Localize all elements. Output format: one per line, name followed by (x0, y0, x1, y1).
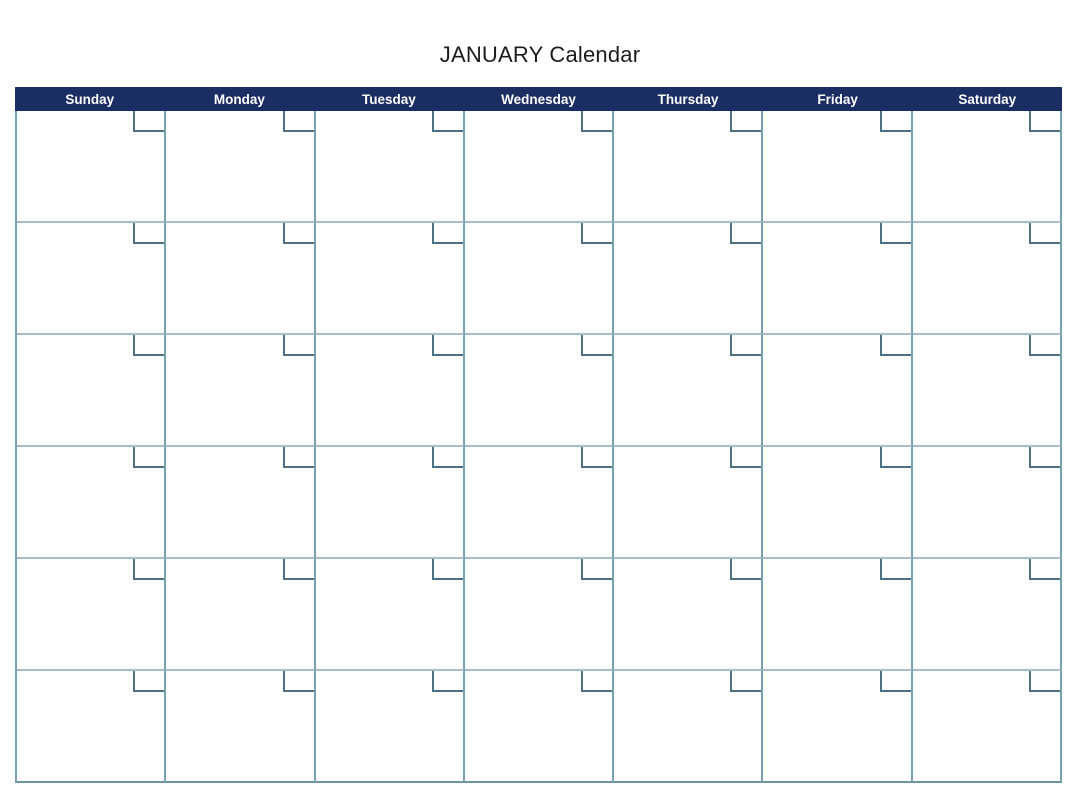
date-number-box (1029, 447, 1060, 468)
date-number-box (283, 559, 314, 580)
calendar-cell (913, 671, 1062, 783)
date-number-box (133, 671, 164, 692)
calendar-cell (465, 335, 614, 447)
date-number-box (730, 671, 761, 692)
date-number-box (283, 671, 314, 692)
calendar-cell (316, 223, 465, 335)
calendar-cell (614, 335, 763, 447)
calendar-cell (166, 559, 315, 671)
day-header-friday: Friday (817, 91, 858, 107)
date-number-box (730, 559, 761, 580)
calendar-cell (614, 447, 763, 559)
calendar-cell (614, 111, 763, 223)
calendar-cell (166, 671, 315, 783)
calendar-cell (763, 111, 912, 223)
date-number-box (730, 335, 761, 356)
calendar-cell (913, 559, 1062, 671)
calendar-cell (166, 335, 315, 447)
date-number-box (581, 671, 612, 692)
date-number-box (432, 335, 463, 356)
calendar-cell (166, 223, 315, 335)
date-number-box (432, 671, 463, 692)
date-number-box (1029, 559, 1060, 580)
date-number-box (432, 111, 463, 132)
date-number-box (730, 223, 761, 244)
date-number-box (1029, 223, 1060, 244)
day-header-wednesday: Wednesday (501, 91, 576, 107)
date-number-box (581, 447, 612, 468)
calendar-cell (465, 111, 614, 223)
calendar-cell (17, 559, 166, 671)
date-number-box (880, 559, 911, 580)
calendar-cell (316, 559, 465, 671)
calendar-cell (316, 335, 465, 447)
day-header-sunday: Sunday (65, 91, 115, 107)
date-number-box (283, 111, 314, 132)
date-number-box (432, 447, 463, 468)
day-header-saturday: Saturday (958, 91, 1017, 107)
calendar-cell (166, 111, 315, 223)
calendar-cell (913, 111, 1062, 223)
date-number-box (283, 335, 314, 356)
calendar-cell (465, 671, 614, 783)
calendar (15, 87, 1062, 783)
date-number-box (880, 335, 911, 356)
date-number-box (581, 335, 612, 356)
calendar-cell (913, 223, 1062, 335)
calendar-title: JANUARY Calendar (439, 42, 641, 67)
day-header-monday: Monday (213, 91, 265, 107)
date-number-box (133, 111, 164, 132)
date-number-box (432, 559, 463, 580)
date-number-box (432, 223, 463, 244)
calendar-cell (614, 559, 763, 671)
calendar-cell (316, 671, 465, 783)
calendar-cell (316, 111, 465, 223)
calendar-cell (763, 559, 912, 671)
date-number-box (1029, 671, 1060, 692)
date-number-box (133, 559, 164, 580)
date-number-box (133, 447, 164, 468)
date-number-box (1029, 111, 1060, 132)
calendar-cell (316, 447, 465, 559)
calendar-cell (17, 335, 166, 447)
calendar-cell (763, 671, 912, 783)
date-number-box (880, 111, 911, 132)
date-number-box (1029, 335, 1060, 356)
date-number-box (283, 223, 314, 244)
calendar-grid (15, 111, 1062, 783)
date-number-box (880, 447, 911, 468)
date-number-box (581, 111, 612, 132)
calendar-cell (763, 447, 912, 559)
calendar-cell (763, 223, 912, 335)
calendar-cell (17, 111, 166, 223)
day-header-thursday: Thursday (657, 91, 719, 107)
day-header-tuesday: Tuesday (362, 91, 416, 107)
date-number-box (581, 223, 612, 244)
calendar-cell (614, 223, 763, 335)
calendar-cell (465, 447, 614, 559)
date-number-box (730, 111, 761, 132)
calendar-cell (913, 335, 1062, 447)
day-header-row (15, 87, 1062, 111)
calendar-cell (465, 559, 614, 671)
calendar-cell (17, 223, 166, 335)
calendar-cell (913, 447, 1062, 559)
calendar-cell (17, 671, 166, 783)
calendar-cell (166, 447, 315, 559)
date-number-box (133, 223, 164, 244)
date-number-box (283, 447, 314, 468)
date-number-box (880, 671, 911, 692)
date-number-box (880, 223, 911, 244)
date-number-box (581, 559, 612, 580)
calendar-cell (465, 223, 614, 335)
date-number-box (133, 335, 164, 356)
date-number-box (730, 447, 761, 468)
calendar-cell (17, 447, 166, 559)
calendar-cell (763, 335, 912, 447)
calendar-cell (614, 671, 763, 783)
